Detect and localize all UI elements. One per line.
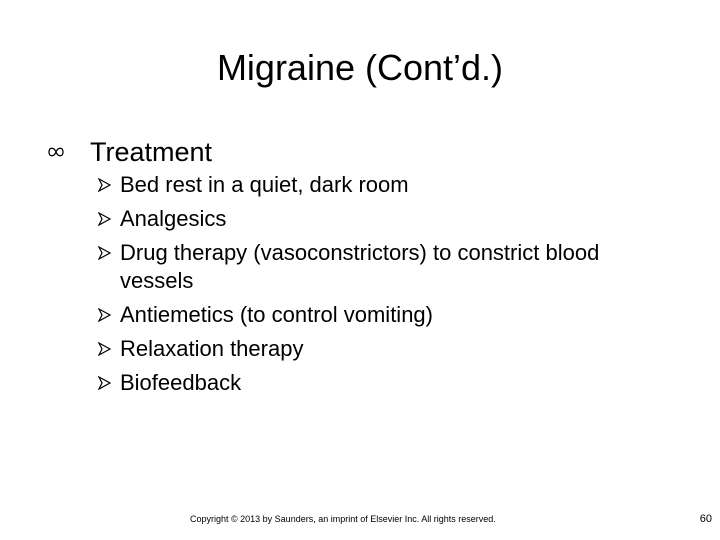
arrowhead-bullet-icon (98, 171, 120, 199)
list-item (98, 171, 678, 199)
list-item (98, 239, 678, 295)
list-item (98, 369, 678, 397)
list-item (98, 301, 678, 329)
arrowhead-bullet-icon (98, 239, 120, 267)
list-item-text: Relaxation therapy (120, 336, 304, 361)
arrowhead-bullet-icon (98, 301, 120, 329)
loop-bullet-icon (48, 145, 64, 159)
arrowhead-bullet-icon (98, 369, 120, 397)
copyright-footer: Copyright © 2013 by Saunders, an imprint of Elsevier Inc. All rights reserved. (190, 514, 496, 524)
list-item-text: Analgesics (120, 206, 227, 231)
arrowhead-bullet-icon (98, 335, 120, 363)
list-item-text: Biofeedback (120, 370, 242, 395)
list-item-text: Drug therapy (vasoconstrictors) to constrict blood vessels (120, 240, 600, 293)
arrowhead-bullet-icon (98, 205, 120, 233)
list-item-text: Antiemetics (to control vomiting) (120, 302, 433, 327)
page-number: 60 (699, 513, 712, 525)
slide-title: Migraine (Cont’d.) (216, 47, 504, 88)
list-item (98, 335, 678, 363)
list-item (98, 205, 678, 233)
list-item-text: Bed rest in a quiet, dark room (120, 172, 409, 197)
treatment-list (98, 171, 678, 397)
bullet-text: Treatment (90, 137, 213, 167)
bullet-treatment (48, 134, 212, 170)
